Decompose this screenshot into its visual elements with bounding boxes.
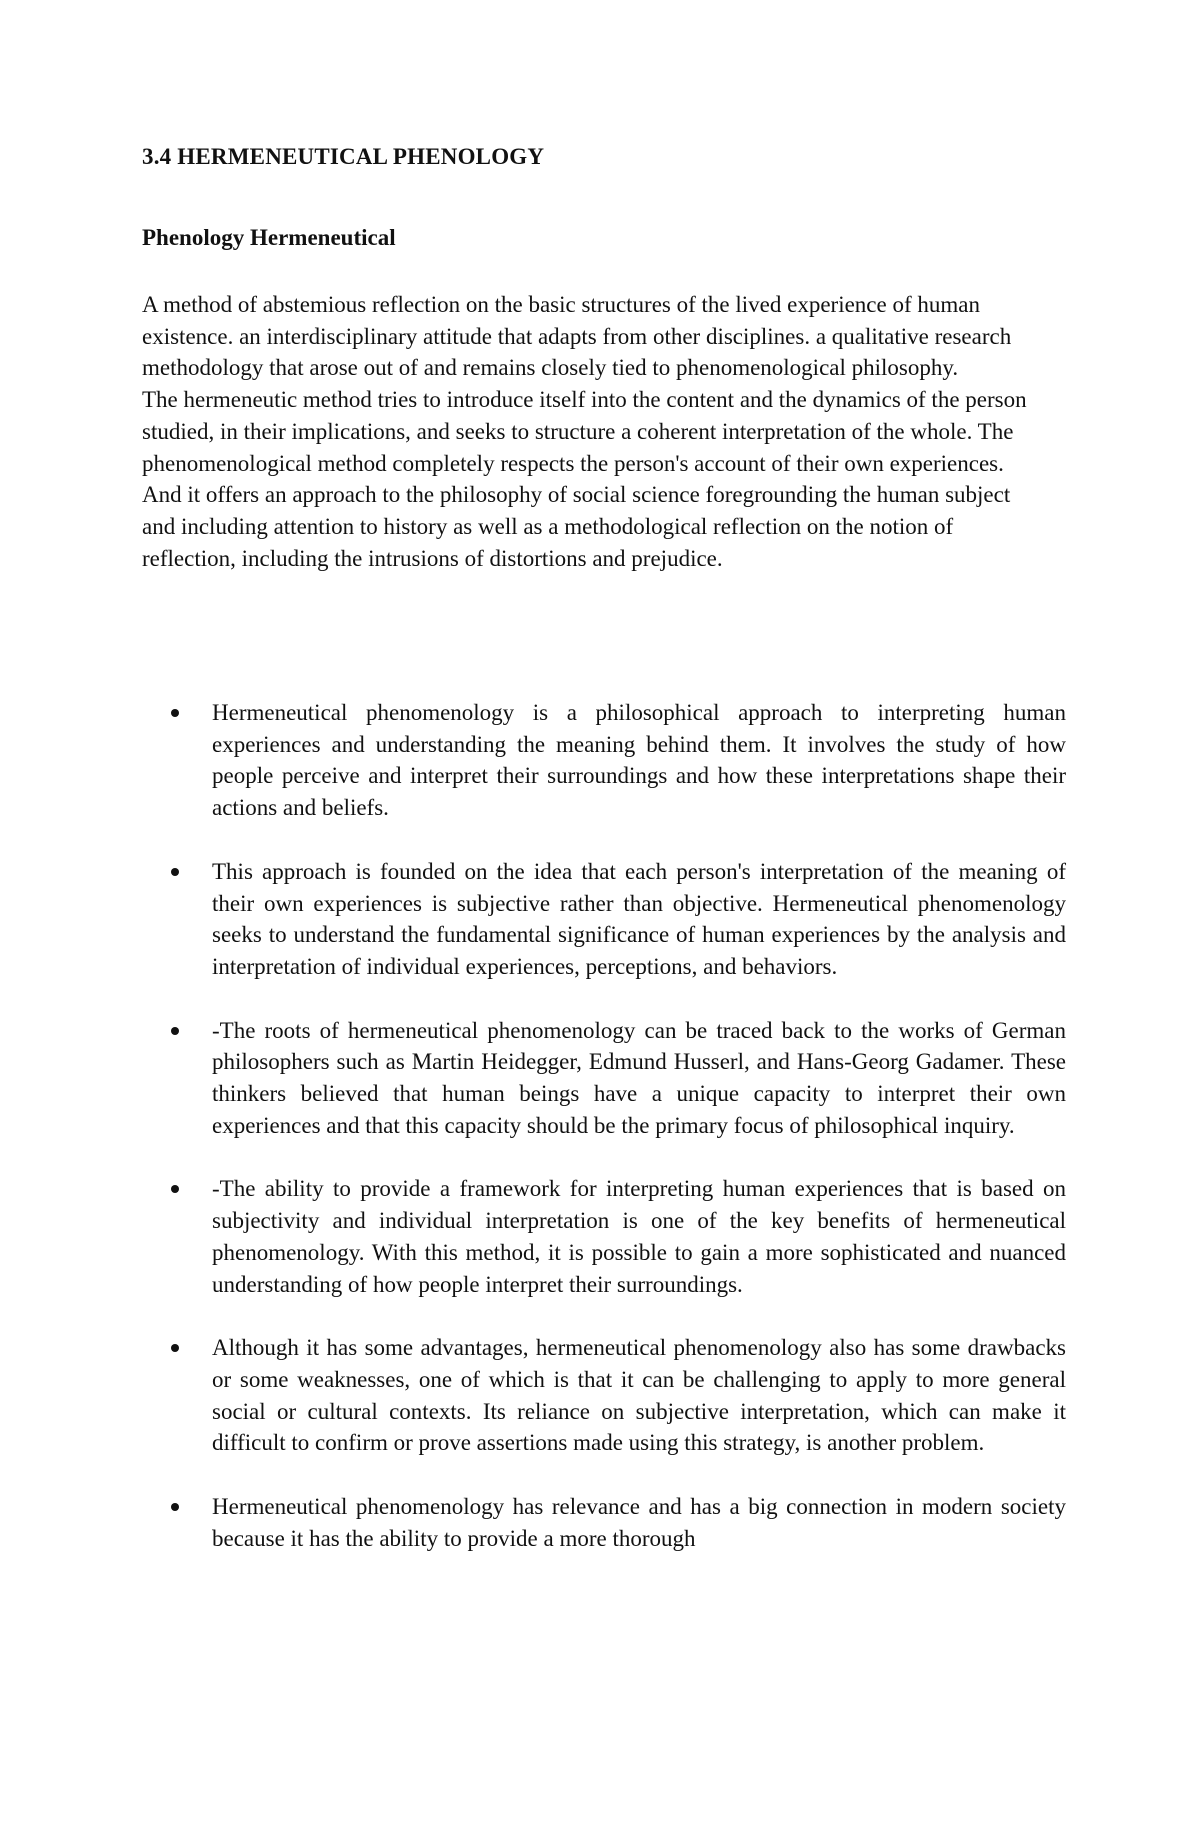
bullet-item xyxy=(142,1491,1066,1554)
intro-paragraph: And it offers an approach to the philosophy of social science foregrounding the human subject and including attention to history as well as a methodological reflection on the notion of reflection, including the intrusions of distortions and prejudice. xyxy=(142,482,1011,571)
bullet-dot-icon xyxy=(171,1344,179,1352)
bullet-item xyxy=(142,1332,1066,1459)
bullet-text: -The ability to provide a framework for interpreting human experiences that is based on subjectivity and individual interpretation is one of the key benefits of hermeneutical phenomenology. With this method, it is possible to gain a more sophisticated and nuanced understanding of how people interpret their surroundings. xyxy=(212,1176,1066,1297)
bullet-dot-icon xyxy=(171,1185,179,1193)
intro-paragraph: A method of abstemious reflection on the basic structures of the lived experience of human existence. an interdisciplinary attitude that adapts from other disciplines. a qualitative research methodology that arose out of and remains closely tied to phenomenological philosophy. xyxy=(142,292,1012,381)
bullet-dot-icon xyxy=(171,868,179,876)
bullet-dot-icon xyxy=(171,709,179,717)
bullet-item xyxy=(142,697,1066,824)
section-heading: 3.4 HERMENEUTICAL PHENOLOGY xyxy=(142,144,545,169)
bullet-list xyxy=(142,697,1066,1554)
bullet-item xyxy=(142,1173,1066,1300)
bullet-text: This approach is founded on the idea that each person's interpretation of the meaning of their own experiences is subjective rather than objective. Hermeneutical phenomenology seeks to understand the fundamental significance of human experiences by the analysis and interpretation of individual experiences, perceptions, and behaviors. xyxy=(212,858,1066,979)
subheading: Phenology Hermeneutical xyxy=(142,225,396,250)
intro-paragraph: The hermeneutic method tries to introduce itself into the content and the dynamics of the person studied, in their implications, and seeks to structure a coherent interpretation of the whole. The phenomenological method completely respects the person's account of their own experiences. xyxy=(142,387,1027,476)
bullet-item xyxy=(142,856,1066,983)
bullet-text: Although it has some advantages, hermeneutical phenomenology also has some drawbacks or some weaknesses, one of which is that it can be challenging to apply to more general social or cultural contexts. Its reliance on subjective interpretation, which can make it difficult to confirm or prove assertions made using this strategy, is another problem. xyxy=(212,1335,1066,1456)
bullet-dot-icon xyxy=(171,1503,179,1511)
bullet-dot-icon xyxy=(171,1027,179,1035)
bullet-text: Hermeneutical phenomenology has relevance and has a big connection in modern society because it has the ability to provide a more thorough xyxy=(212,1494,1066,1551)
intro-paragraphs xyxy=(142,289,1042,574)
bullet-text: Hermeneutical phenomenology is a philosophical approach to interpreting human experiences and understanding the meaning behind them. It involves the study of how people perceive and interpret their surroundings and how these interpretations shape their actions and beliefs. xyxy=(212,700,1066,821)
bullet-text: -The roots of hermeneutical phenomenology can be traced back to the works of German philosophers such as Martin Heidegger, Edmund Husserl, and Hans-Georg Gadamer. These thinkers believed that human beings have a unique capacity to interpret their own experiences and that this capacity should be the primary focus of philosophical inquiry. xyxy=(212,1017,1066,1138)
bullet-item xyxy=(142,1015,1066,1142)
